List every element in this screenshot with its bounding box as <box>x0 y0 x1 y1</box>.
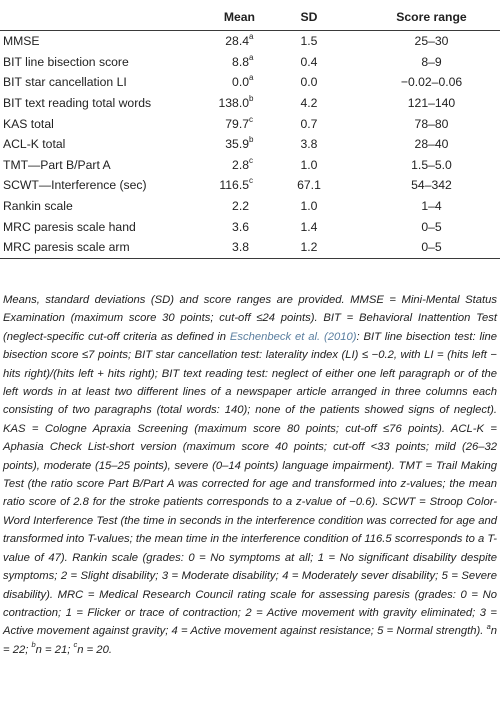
score-range-value: 28–40 <box>414 137 449 152</box>
table-footnote <box>3 291 497 659</box>
mean-value: 3.6 <box>232 219 249 234</box>
score-range-value: 0–5 <box>363 237 500 258</box>
mean-cell <box>199 134 255 155</box>
row-label: MMSE <box>3 34 40 49</box>
mean-value: 35.9 <box>225 137 249 152</box>
mean-superscript-slot <box>249 114 255 131</box>
footnote-c-text: n = 20. <box>77 643 112 656</box>
sd-value: 1.4 <box>300 219 318 234</box>
mean-cell <box>199 31 255 52</box>
mean-cell <box>199 72 255 93</box>
mean-value: 2.2 <box>232 199 249 214</box>
mean-superscript-slot <box>249 137 255 151</box>
table-row <box>0 134 500 155</box>
mean-cell <box>199 196 255 217</box>
row-label: Rankin scale <box>3 199 73 214</box>
mean-value: 3.8 <box>232 240 249 255</box>
mean-cell <box>199 175 255 196</box>
row-label: BIT line bisection score <box>3 54 129 69</box>
score-range-value: 121–140 <box>407 96 456 111</box>
header-score-range: Score range <box>363 4 500 31</box>
mean-superscript: b <box>249 135 254 145</box>
sd-value: 0.0 <box>300 75 318 90</box>
table-body <box>0 31 500 259</box>
footnote-text-main: : BIT line bisection test: line bisection score ≤7 points; BIT star cancellation test: laterality index (LI) ≤ −0.2, with LI = (hits left − hits right)/(hits left + hits right); BIT text reading test: neglect of either one left paragraph or of the left words in at least two different lines of a newspaper article arranged in three columns each consisting of two paragraphs (total words: 140); none of the patients showed signs of neglect). KAS = Cologne Apraxia Screening (maximum score 80 points; cut-off ≤76 points). ACL-K = Aphasia Check List-short version (maximum score 40 points; cut-off <33 points; mild (26–32 points), moderate (15–25 points), severe (0–14 points) language impairment). TMT = Trail Making Test (the ratio score Part B/Part A was corrected for age and transformed into z-values; the mean ratio score of 2.8 for the stroke patients corresponds to a z-value of −0.6). SCWT = Stroop Color-Word Interference Test (the time in seconds in the interference condition was corrected for age and transformed into T-values; the mean time in the interference condition of 116.5 scorresponds to a T-value of 47). Rankin scale (grades: 0 = No symptoms at all; 1 = No significant disability despite symptoms; 2 = Slight disability; 3 = Moderate disability; 4 = Moderately sever disability; 5 = Severe disability). MRC = Medical Research Council rating scale for assessing paresis (grades: 0 = No contraction; 1 = Flicker or trace of contraction; 2 = Active movement with gravity eliminated; 3 = Active movement against gravity; 4 = Active movement against resistance; 5 = Normal strength). <box>3 330 497 638</box>
sd-value: 0.4 <box>300 54 318 69</box>
mean-cell <box>199 113 255 134</box>
mean-superscript-slot <box>249 75 255 89</box>
table-row <box>0 216 500 237</box>
mean-value: 2.8 <box>232 157 249 172</box>
table-row <box>0 113 500 134</box>
mean-cell <box>199 52 255 73</box>
header-mean: Mean <box>199 4 255 31</box>
table-row <box>0 155 500 176</box>
citation-link[interactable]: Eschenbeck et al. (2010) <box>229 330 357 343</box>
footnote-b-mark: b <box>31 639 36 649</box>
header-row <box>0 4 500 31</box>
mean-superscript: c <box>249 176 253 186</box>
mean-cell <box>199 93 255 114</box>
score-range-value: 54–342 <box>411 178 452 193</box>
mean-value: 28.4 <box>225 34 249 49</box>
sd-value: 1.5 <box>300 34 318 49</box>
row-label: TMT—Part B/Part A <box>3 157 111 172</box>
mean-superscript: a <box>249 73 254 83</box>
mean-cell <box>199 155 255 176</box>
table-row <box>0 175 500 196</box>
mean-cell <box>199 216 255 237</box>
row-label: BIT star cancellation LI <box>3 75 127 90</box>
table-row <box>0 237 500 258</box>
mean-value: 79.7 <box>225 116 249 131</box>
table-row <box>0 196 500 217</box>
footnote-a-mark: a <box>486 621 491 631</box>
mean-superscript-slot <box>249 34 255 48</box>
sd-value: 1.0 <box>300 199 318 214</box>
header-sd: SD <box>255 4 363 31</box>
score-range-value: 1–4 <box>421 199 442 214</box>
footnote-a-text: n = 22; <box>3 625 497 656</box>
mean-superscript-slot <box>249 178 255 192</box>
mean-superscript-slot <box>249 52 255 69</box>
score-range-value: 1.5–5.0 <box>411 157 452 172</box>
mean-value: 138.0 <box>218 96 249 111</box>
sd-value: 67.1 <box>297 178 321 193</box>
row-label: KAS total <box>3 116 54 131</box>
row-label: SCWT—Interference (sec) <box>3 178 147 193</box>
row-label: ACL-K total <box>3 137 66 152</box>
footnote-b-text: n = 21; <box>35 643 74 656</box>
sd-value: 0.7 <box>300 116 318 131</box>
row-label: MRC paresis scale hand <box>3 219 136 234</box>
score-range-value: 78–80 <box>414 116 449 131</box>
table-row <box>0 52 500 73</box>
score-range-value: 8–9 <box>421 54 442 69</box>
sd-value: 1.0 <box>300 157 318 172</box>
mean-superscript: a <box>249 32 254 42</box>
statistics-table <box>0 4 500 259</box>
sd-value: 4.2 <box>300 96 318 111</box>
mean-superscript-slot <box>249 96 255 110</box>
mean-value: 116.5 <box>219 178 249 193</box>
table-row <box>0 93 500 114</box>
score-range-value: 0–5 <box>421 219 442 234</box>
table-header <box>0 4 500 31</box>
footnote-text-start: Means, standard deviations (SD) and score ranges are provided. MMSE = Mini-Mental Status Examination (maximum score 30 points; cut-off ≤24 points). BIT = Behavioral Inattention Test (neglect-specific cut-off criteria as defined in <box>3 294 497 343</box>
sd-value: 1.2 <box>255 237 363 258</box>
sd-value: 3.8 <box>300 137 318 152</box>
table-row <box>0 72 500 93</box>
mean-superscript: c <box>249 155 253 165</box>
mean-superscript: b <box>249 94 254 104</box>
mean-superscript-slot <box>249 155 255 172</box>
score-range-value: 25–30 <box>414 34 449 49</box>
score-range-value: −0.02–0.06 <box>400 75 463 90</box>
mean-value: 0.0 <box>232 75 249 90</box>
mean-superscript: c <box>249 114 253 124</box>
footnote-c-mark: c <box>73 639 78 649</box>
header-label-column <box>0 4 199 31</box>
row-label: MRC paresis scale arm <box>0 237 199 258</box>
mean-value: 8.8 <box>232 54 249 69</box>
mean-cell <box>199 237 255 258</box>
row-label: BIT text reading total words <box>3 96 152 111</box>
mean-superscript: a <box>249 52 254 62</box>
table-row <box>0 31 500 52</box>
